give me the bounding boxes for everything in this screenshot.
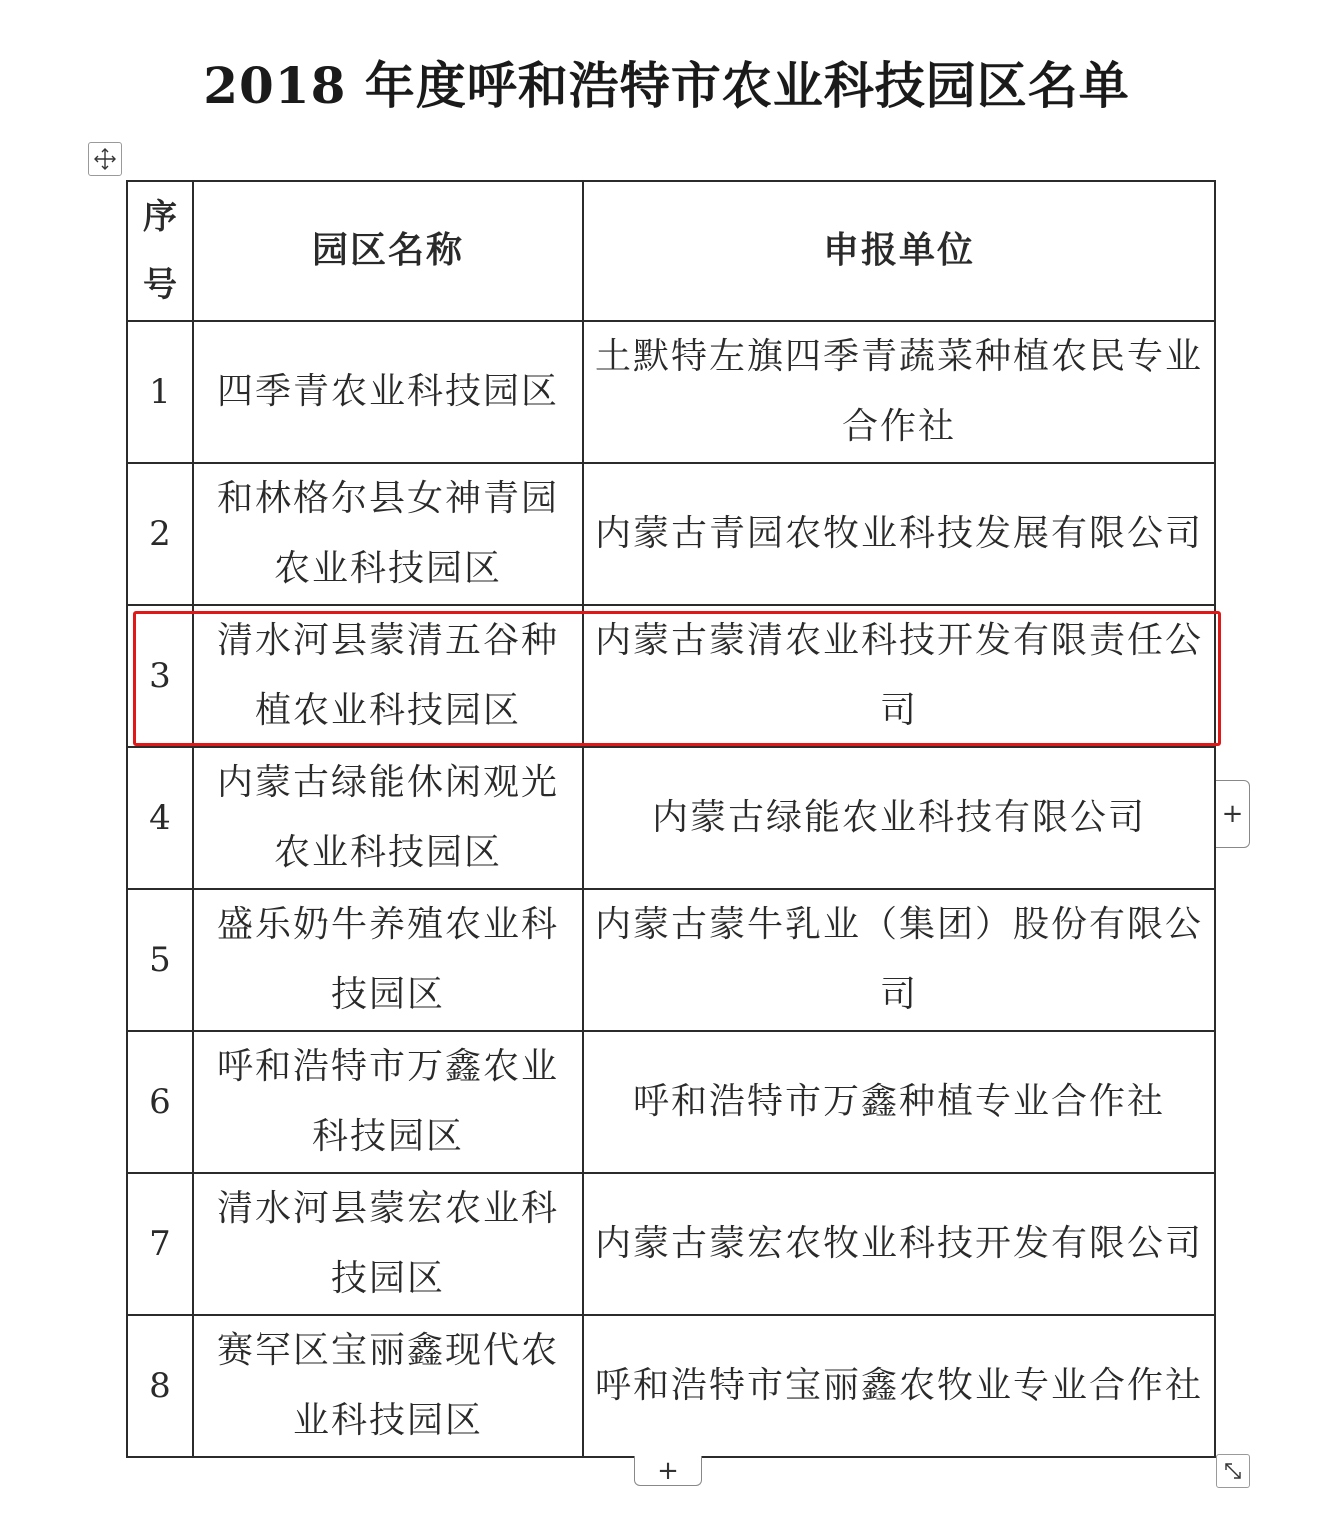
row-index: 4 [127,747,193,889]
row-park-name: 清水河县蒙清五谷种植农业科技园区 [193,605,583,747]
row-index: 5 [127,889,193,1031]
row-applicant: 内蒙古蒙牛乳业（集团）股份有限公司 [583,889,1215,1031]
row-index: 8 [127,1315,193,1457]
header-park-name: 园区名称 [193,181,583,321]
row-applicant: 土默特左旗四季青蔬菜种植农民专业合作社 [583,321,1215,463]
table-row [127,1315,1215,1457]
row-index: 7 [127,1173,193,1315]
table-row [127,747,1215,889]
row-applicant: 内蒙古蒙宏农牧业科技开发有限公司 [583,1173,1215,1315]
row-index: 6 [127,1031,193,1173]
row-index: 2 [127,463,193,605]
table-row [127,889,1215,1031]
add-row-button[interactable]: + [634,1456,702,1486]
row-index: 3 [127,605,193,747]
document-title: 2018 年度呼和浩特市农业科技园区名单 [203,56,1130,115]
row-applicant: 内蒙古蒙清农业科技开发有限责任公司 [583,605,1215,747]
row-applicant: 呼和浩特市宝丽鑫农牧业专业合作社 [583,1315,1215,1457]
move-arrows-icon [92,146,118,172]
row-applicant: 内蒙古绿能农业科技有限公司 [583,747,1215,889]
row-park-name: 呼和浩特市万鑫农业科技园区 [193,1031,583,1173]
table-row [127,463,1215,605]
park-list-table [126,180,1216,1458]
row-park-name: 盛乐奶牛养殖农业科技园区 [193,889,583,1031]
add-column-button[interactable]: + [1216,780,1250,848]
header-applicant: 申报单位 [583,181,1215,321]
table-row [127,1031,1215,1173]
table-row [127,1173,1215,1315]
row-park-name: 内蒙古绿能休闲观光农业科技园区 [193,747,583,889]
table-resize-handle[interactable] [1216,1454,1250,1488]
table-header-row [127,181,1215,321]
row-applicant: 内蒙古青园农牧业科技发展有限公司 [583,463,1215,605]
table-move-handle[interactable] [88,142,122,176]
row-park-name: 赛罕区宝丽鑫现代农业科技园区 [193,1315,583,1457]
resize-diagonal-icon [1221,1459,1245,1483]
header-index: 序号 [127,181,193,321]
row-applicant: 呼和浩特市万鑫种植专业合作社 [583,1031,1215,1173]
row-index: 1 [127,321,193,463]
table-row [127,321,1215,463]
row-park-name: 四季青农业科技园区 [193,321,583,463]
row-park-name: 和林格尔县女神青园农业科技园区 [193,463,583,605]
highlight-box-row-3 [133,611,1221,746]
row-park-name: 清水河县蒙宏农业科技园区 [193,1173,583,1315]
